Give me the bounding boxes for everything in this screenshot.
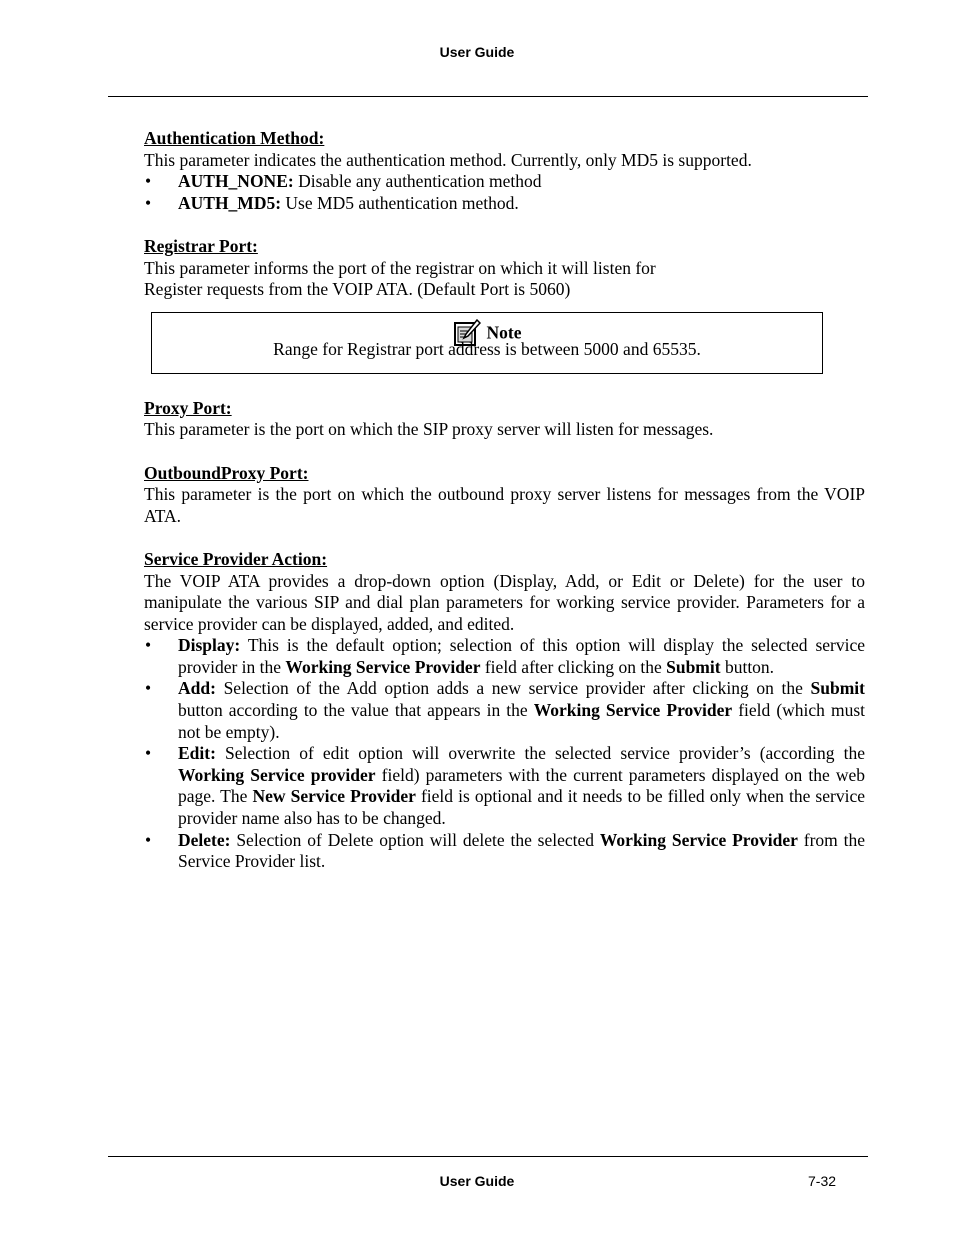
proxy-port-text: This parameter is the port on which the SIP proxy server will listen for messages. bbox=[144, 419, 714, 440]
header-rule bbox=[108, 96, 868, 97]
list-item-text: This is the default option; selection of this option will display the selected service provider in the bbox=[178, 635, 865, 677]
spacer bbox=[144, 374, 865, 398]
bullet-icon: • bbox=[145, 743, 152, 764]
page-number: 7-32 bbox=[808, 1173, 837, 1189]
bullet-icon: • bbox=[145, 192, 152, 213]
list-item bbox=[144, 171, 865, 193]
list-item-delete bbox=[144, 830, 865, 873]
list-item-text: from the Service Provider list. bbox=[178, 829, 865, 872]
list-item-text: button. bbox=[720, 656, 775, 677]
registrar-port-text-line1: This parameter informs the port of the registrar on which it will listen for bbox=[144, 257, 656, 278]
list-item-term: AUTH_MD5: bbox=[178, 192, 282, 213]
registrar-port-heading: Registrar Port: bbox=[144, 235, 258, 256]
list-item-text: Selection of the Add option adds a new service provider after clicking on the bbox=[215, 678, 811, 699]
page-footer-title: User Guide bbox=[439, 1173, 515, 1189]
auth-method-list bbox=[144, 171, 865, 214]
list-item-bold: Working Service Provider bbox=[599, 829, 798, 850]
list-item-term: Delete: bbox=[178, 829, 231, 850]
list-item-edit bbox=[144, 743, 865, 829]
list-item-term: Display: bbox=[178, 635, 241, 656]
list-item-text: field after clicking on the bbox=[480, 656, 667, 677]
bullet-icon: • bbox=[145, 635, 152, 656]
list-item-desc: Use MD5 authentication method. bbox=[281, 192, 519, 213]
list-item-term: Edit: bbox=[178, 743, 216, 764]
bullet-icon: • bbox=[145, 829, 152, 850]
proxy-port-heading: Proxy Port: bbox=[144, 397, 232, 418]
note-text: Range for Registrar port address is between 5000 and 65535. bbox=[273, 338, 701, 359]
list-item bbox=[144, 193, 865, 215]
outbound-proxy-port-heading: OutboundProxy Port: bbox=[144, 462, 309, 483]
service-provider-action-list bbox=[144, 635, 865, 873]
list-item-desc: Disable any authentication method bbox=[293, 171, 542, 192]
list-item-text: field is optional and it needs to be filled only when the service provider name also has to be changed. bbox=[178, 786, 865, 829]
document-body bbox=[144, 128, 865, 873]
list-item-bold: New Service Provider bbox=[252, 786, 416, 807]
service-provider-action-text: The VOIP ATA provides a drop-down option (Display, Add, or Edit or Delete) for the user to manipulate the various SIP and dial plan parameters for working service provider. Parameters for a service provider can be displayed, added, and edited. bbox=[144, 570, 865, 634]
list-item-text: field) parameters with the current parameters displayed on the web page. The bbox=[178, 764, 866, 807]
list-item-display bbox=[144, 635, 865, 678]
spacer bbox=[144, 527, 865, 549]
page-header-title: User Guide bbox=[439, 44, 515, 60]
list-item-bold: Working Service Provider bbox=[533, 700, 733, 721]
bullet-icon: • bbox=[145, 171, 152, 192]
list-item-add bbox=[144, 678, 865, 743]
list-item-text: button according to the value that appears in the bbox=[178, 700, 534, 721]
spacer bbox=[144, 214, 865, 236]
list-item-bold: Working Service Provider bbox=[285, 656, 481, 677]
list-item-term: AUTH_NONE: bbox=[178, 171, 294, 192]
list-item-bold: Submit bbox=[666, 656, 721, 677]
list-item-text: Selection of Delete option will delete the selected bbox=[230, 829, 600, 850]
note-box bbox=[151, 312, 823, 374]
auth-method-heading: Authentication Method: bbox=[144, 128, 325, 148]
bullet-icon: • bbox=[145, 678, 152, 699]
registrar-port-text-line2: Register requests from the VOIP ATA. (Default Port is 5060) bbox=[144, 279, 571, 300]
service-provider-action-heading: Service Provider Action: bbox=[144, 548, 328, 569]
list-item-text: field (which must not be empty). bbox=[178, 700, 866, 742]
auth-method-text: This parameter indicates the authentication method. Currently, only MD5 is supported. bbox=[144, 149, 752, 170]
spacer bbox=[144, 441, 865, 463]
outbound-proxy-port-text: This parameter is the port on which the outbound proxy server listens for messages from the VOIP ATA. bbox=[144, 484, 865, 526]
list-item-text: Selection of edit option will overwrite the selected service provider’s (according the bbox=[215, 743, 865, 764]
list-item-term: Add: bbox=[178, 678, 216, 699]
footer-rule bbox=[108, 1156, 868, 1157]
list-item-bold: Working Service provider bbox=[178, 764, 376, 785]
note-label: Note bbox=[486, 322, 522, 343]
list-item-bold: Submit bbox=[810, 678, 865, 699]
